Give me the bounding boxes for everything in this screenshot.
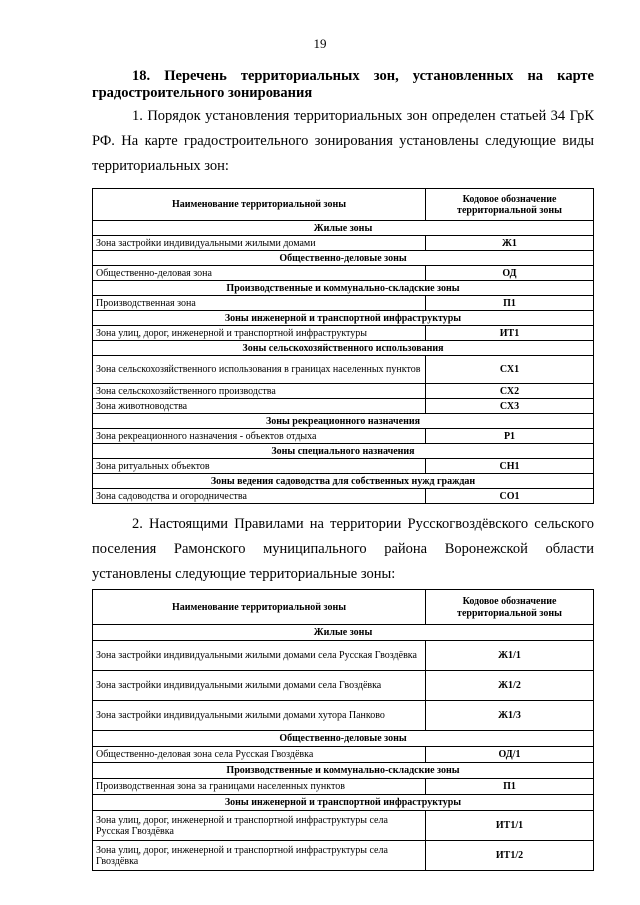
- zone-group-row: [93, 474, 594, 489]
- zone-code: П1: [426, 296, 594, 311]
- table-row: [93, 296, 594, 311]
- zone-name: Зона застройки индивидуальными жилыми домами хутора Панково: [93, 701, 426, 731]
- table-row: [93, 459, 594, 474]
- header-zone-name: Наименование территориальной зоны: [93, 189, 426, 221]
- zone-group-row: [93, 763, 594, 779]
- zone-group-row: [93, 341, 594, 356]
- zone-group-title: Производственные и коммунально-складские зоны: [93, 763, 594, 779]
- zones-table-2-body: [93, 625, 594, 871]
- zone-code: Ж1/2: [426, 671, 594, 701]
- zone-group-row: [93, 795, 594, 811]
- header-zone-code: Кодовое обозначение территориальной зоны: [426, 189, 594, 221]
- zone-group-title: Зоны специального назначения: [93, 444, 594, 459]
- zone-group-row: [93, 281, 594, 296]
- zone-name: Зона животноводства: [93, 399, 426, 414]
- zone-group-row: [93, 221, 594, 236]
- zone-name: Зона ритуальных объектов: [93, 459, 426, 474]
- table-row: [93, 811, 594, 841]
- table-row: [93, 399, 594, 414]
- zone-group-row: [93, 251, 594, 266]
- zone-group-title: Зоны инженерной и транспортной инфраструктуры: [93, 795, 594, 811]
- zone-group-title: Общественно-деловые зоны: [93, 731, 594, 747]
- table-row: [93, 747, 594, 763]
- zone-group-title: Производственные и коммунально-складские зоны: [93, 281, 594, 296]
- zone-group-title: Зоны ведения садоводства для собственных нужд граждан: [93, 474, 594, 489]
- zone-code: ИТ1: [426, 326, 594, 341]
- zone-name: Зона улиц, дорог, инженерной и транспортной инфраструктуры села Гвоздёвка: [93, 841, 426, 871]
- zone-name: Зона садоводства и огородничества: [93, 489, 426, 504]
- paragraph-1: 1. Порядок установления территориальных зон определен статьей 34 ГрК РФ. На карте градостроительного зонирования установлены следующие виды территориальных зон:: [92, 108, 594, 174]
- zone-code: П1: [426, 779, 594, 795]
- zone-code: ИТ1/1: [426, 811, 594, 841]
- zones-table-2: [92, 589, 594, 871]
- zone-name: Зона рекреационного назначения - объектов отдыха: [93, 429, 426, 444]
- zone-code: ОД/1: [426, 747, 594, 763]
- table-row: [93, 671, 594, 701]
- zone-code: СН1: [426, 459, 594, 474]
- zone-code: Ж1/3: [426, 701, 594, 731]
- zone-code: СХ3: [426, 399, 594, 414]
- zone-code: Ж1: [426, 236, 594, 251]
- zone-code: СХ1: [426, 356, 594, 384]
- paragraph-2: 2. Настоящими Правилами на территории Русскогвоздёвского сельского поселения Рамонского муниципального района Воронежской области установлены следующие территориальные зоны:: [92, 516, 594, 582]
- zone-group-title: Жилые зоны: [93, 625, 594, 641]
- zone-code: ИТ1/2: [426, 841, 594, 871]
- zone-name: Зона улиц, дорог, инженерной и транспортной инфраструктуры: [93, 326, 426, 341]
- zones-table-1-body: [93, 221, 594, 504]
- header-zone-name: Наименование территориальной зоны: [93, 590, 426, 625]
- zone-name: Производственная зона за границами населенных пунктов: [93, 779, 426, 795]
- zone-code: СХ2: [426, 384, 594, 399]
- table-row: [93, 429, 594, 444]
- zone-group-title: Общественно-деловые зоны: [93, 251, 594, 266]
- zone-group-title: Зоны инженерной и транспортной инфраструктуры: [93, 311, 594, 326]
- page-number: 19: [313, 36, 327, 51]
- zone-group-title: Жилые зоны: [93, 221, 594, 236]
- zone-name: Общественно-деловая зона села Русская Гвоздёвка: [93, 747, 426, 763]
- table-row: [93, 236, 594, 251]
- zone-name: Зона застройки индивидуальными жилыми домами села Гвоздёвка: [93, 671, 426, 701]
- zone-group-title: Зоны рекреационного назначения: [93, 414, 594, 429]
- zone-code: Ж1/1: [426, 641, 594, 671]
- zone-name: Общественно-деловая зона: [93, 266, 426, 281]
- table-row: [93, 701, 594, 731]
- table-row: [93, 266, 594, 281]
- table-row: [93, 779, 594, 795]
- zone-group-row: [93, 731, 594, 747]
- zone-name: Зона улиц, дорог, инженерной и транспортной инфраструктуры села Русская Гвоздёвка: [93, 811, 426, 841]
- section-heading: 18. Перечень территориальных зон, установленных на карте градостроительного зонирования: [92, 68, 594, 101]
- table-row: [93, 641, 594, 671]
- zone-group-title: Зоны сельскохозяйственного использования: [93, 341, 594, 356]
- zones-table-1: [92, 188, 594, 504]
- table-row: [93, 384, 594, 399]
- table-row: [93, 356, 594, 384]
- zone-name: Зона застройки индивидуальными жилыми домами: [93, 236, 426, 251]
- zone-group-row: [93, 414, 594, 429]
- table-row: [93, 841, 594, 871]
- zone-code: Р1: [426, 429, 594, 444]
- table-row: [93, 489, 594, 504]
- zone-group-row: [93, 311, 594, 326]
- table-row: [93, 326, 594, 341]
- zone-code: ОД: [426, 266, 594, 281]
- zone-name: Зона сельскохозяйственного производства: [93, 384, 426, 399]
- zone-code: СО1: [426, 489, 594, 504]
- zone-name: Зона сельскохозяйственного использования в границах населенных пунктов: [93, 356, 426, 384]
- zone-name: Производственная зона: [93, 296, 426, 311]
- zone-group-row: [93, 444, 594, 459]
- header-zone-code: Кодовое обозначение территориальной зоны: [426, 590, 594, 625]
- zone-group-row: [93, 625, 594, 641]
- zone-name: Зона застройки индивидуальными жилыми домами села Русская Гвоздёвка: [93, 641, 426, 671]
